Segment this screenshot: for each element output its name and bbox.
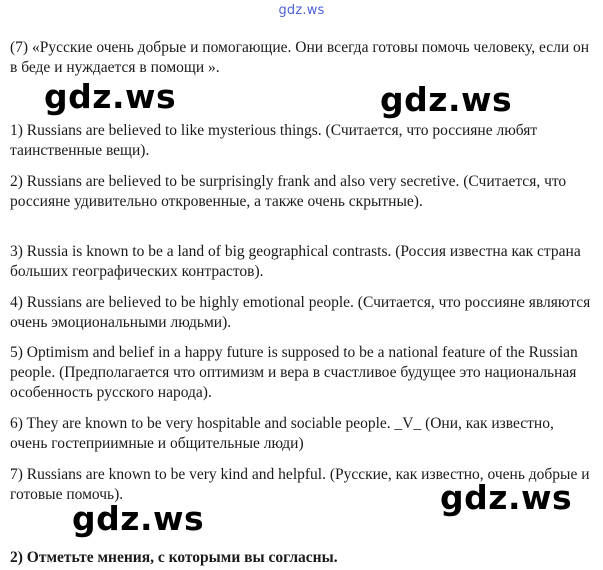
top-watermark: gdz.ws	[278, 3, 325, 18]
watermark-3: gdz.ws	[440, 478, 573, 517]
watermark-4: gdz.ws	[72, 499, 205, 538]
watermark-2: gdz.ws	[380, 80, 513, 119]
answer-item-7: 7) Russians are known to be very kind and helpful. (Русские, как известно, очень добрые и готовые помочь).	[10, 466, 590, 503]
answer-item-3: 3) Russia is known to be a land of big geographical contrasts. (Россия известна как страна больших географических контрастов).	[10, 243, 581, 280]
intro-paragraph: (7) «Русские очень добрые и помогающие. Они всегда готовы помочь человеку, если он в беде и нуждается в помощи ».	[10, 39, 590, 76]
answer-item-1: 1) Russians are believed to like mysterious things. (Считается, что россияне любят таинственные вещи).	[10, 122, 538, 159]
answer-item-6: 6) They are known to be very hospitable and sociable people. _V_ (Они, как известно, очень гостеприимные и общительные люди)	[10, 415, 554, 452]
answer-item-5: 5) Optimism and belief in a happy future is supposed to be a national feature of the Russian people. (Предполагается что оптимизм и вера в счастливое будущее это национальная особенность русского народа).	[10, 344, 578, 401]
answer-item-2: 2) Russians are believed to be surprisingly frank and also very secretive. (Считается, что россияне удивительно откровенные, а также очень скрытные).	[10, 173, 567, 210]
task-heading: 2) Отметьте мнения, с которыми вы согласны.	[10, 549, 338, 566]
watermark-1: gdz.ws	[44, 77, 177, 116]
answer-item-4: 4) Russians are believed to be highly emotional people. (Считается, что россияне являются очень эмоциональными людьми).	[10, 294, 591, 331]
